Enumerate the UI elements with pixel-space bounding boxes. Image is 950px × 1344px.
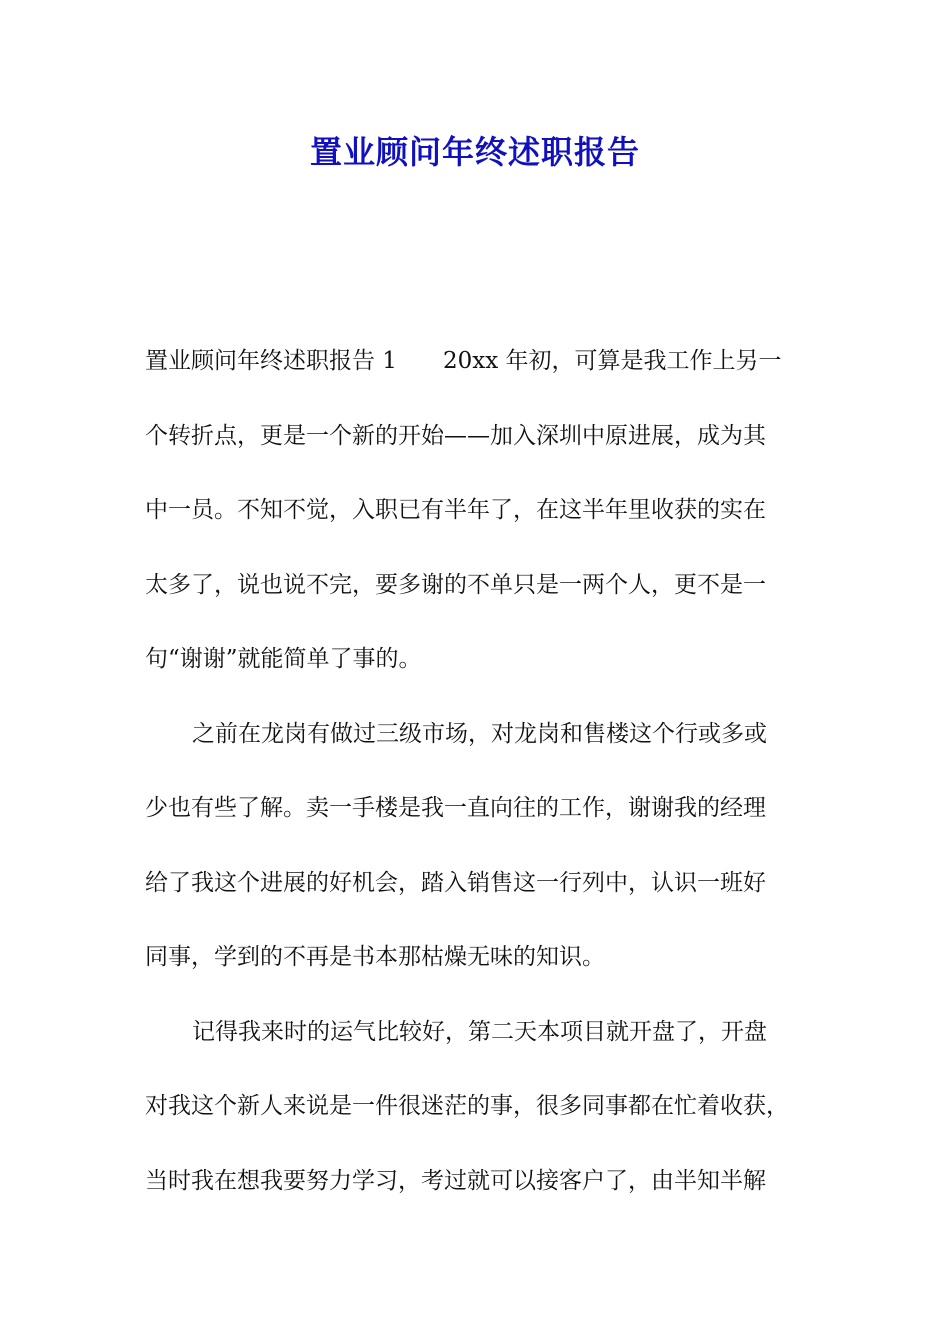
paragraph-text: 20xx 年初，可算是我工作上另一 — [442, 348, 782, 374]
paragraph-line: 句“谢谢”就能简单了事的。 — [145, 646, 422, 672]
paragraph-line: 中一员。不知不觉，入职已有半年了，在这半年里收获的实在 — [145, 497, 766, 523]
paragraph-line: 同事，学到的不再是书本那枯燥无味的知识。 — [145, 944, 605, 970]
paragraph-line: 之前在龙岗有做过三级市场，对龙岗和售楼这个行或多或 — [192, 721, 767, 747]
paragraph-line: 对我这个新人来说是一件很迷茫的事，很多同事都在忙着收获， — [145, 1093, 789, 1119]
paragraph-line: 当时我在想我要努力学习，考过就可以接客户了，由半知半解 — [145, 1168, 766, 1194]
report-heading: 置业顾问年终述职报告 1 — [145, 348, 397, 374]
paragraph-line: 给了我这个进展的好机会，踏入销售这一行列中，认识一班好 — [145, 870, 766, 896]
document-title: 置业顾问年终述职报告 — [309, 133, 640, 171]
paragraph-line: 个转折点，更是一个新的开始——加入深圳中原进展，成为其 — [145, 423, 766, 449]
paragraph-line: 太多了，说也说不完，要多谢的不单只是一两个人，更不是一 — [145, 572, 766, 598]
paragraph-line: 少也有些了解。卖一手楼是我一直向往的工作，谢谢我的经理 — [145, 795, 766, 821]
paragraph-line: 记得我来时的运气比较好，第二天本项目就开盘了，开盘 — [192, 1019, 767, 1045]
paragraph-line — [145, 341, 845, 381]
